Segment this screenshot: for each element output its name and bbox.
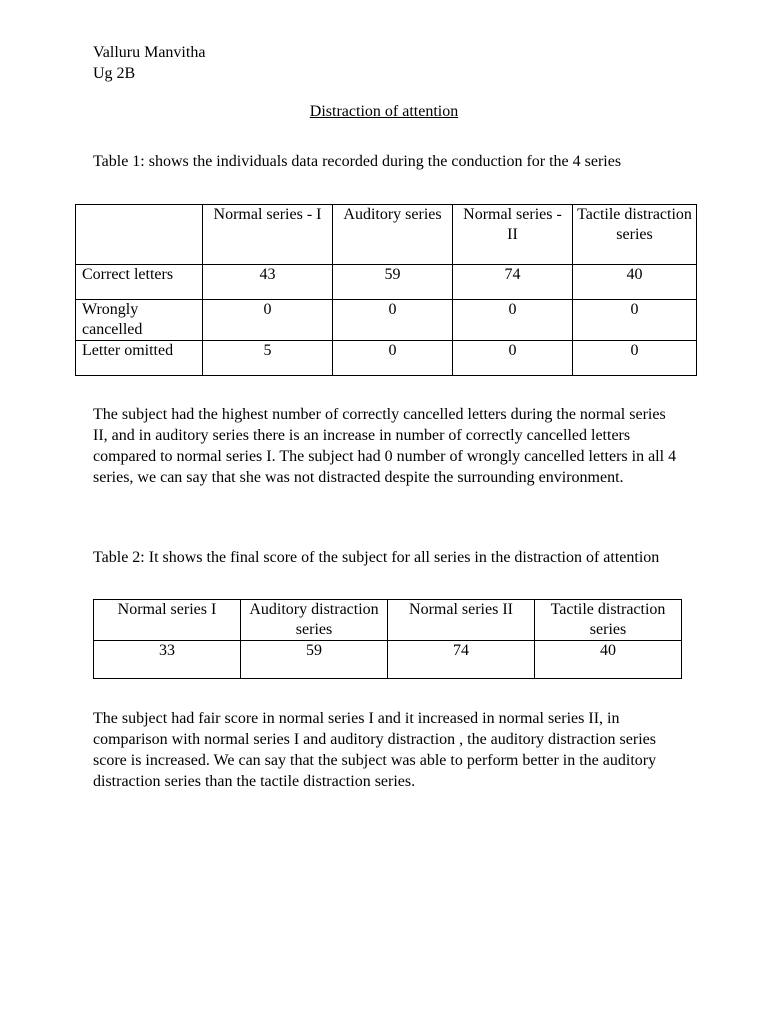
author-block — [93, 42, 205, 84]
table2-header-cell: Tactile distraction series — [535, 600, 682, 641]
table2-header-cell: Normal series II — [388, 600, 535, 641]
table-cell: 0 — [453, 341, 573, 376]
table-cell: 43 — [203, 265, 333, 300]
author-name: Valluru Manvitha — [93, 44, 206, 61]
table1-header-cell: Normal series - II — [453, 205, 573, 265]
table1-header-cell — [76, 205, 203, 265]
paragraph-1: The subject had the highest number of correctly cancelled letters during the normal series II, and in auditory series there is an increase in number of correctly cancelled letters compared to normal series I. The subject had 0 number of wrongly cancelled letters in all 4 series, we can say that she was not distracted despite the surrounding environment. — [93, 406, 677, 486]
table-cell: 0 — [453, 300, 573, 341]
paragraph-2: The subject had fair score in normal series I and it increased in normal series II, in comparison with normal series I and auditory distraction , the auditory distraction series score is increased. We can say that the subject was able to perform better in the auditory distraction series than the tactile distraction series. — [93, 710, 657, 790]
row-label: Letter omitted — [76, 341, 203, 376]
table1-header-cell: Auditory series — [333, 205, 453, 265]
table-cell: 0 — [573, 300, 697, 341]
table-cell: 0 — [333, 341, 453, 376]
document-title: Distraction of attention — [309, 103, 459, 120]
table2 — [93, 599, 682, 679]
table2-header-cell: Normal series I — [94, 600, 241, 641]
author-class: Ug 2B — [93, 65, 136, 82]
row-label: Wrongly cancelled — [76, 300, 203, 341]
table-cell: 5 — [203, 341, 333, 376]
table-cell: 40 — [573, 265, 697, 300]
table-cell: 74 — [453, 265, 573, 300]
table-cell: 40 — [535, 641, 682, 679]
table-row — [76, 341, 697, 376]
table-cell: 33 — [94, 641, 241, 679]
table-cell: 59 — [241, 641, 388, 679]
table1-header-row — [76, 205, 697, 265]
table1 — [75, 204, 697, 376]
table1-caption: Table 1: shows the individuals data recorded during the conduction for the 4 series — [93, 153, 622, 170]
table-row — [76, 300, 697, 341]
table2-header-cell: Auditory distraction series — [241, 600, 388, 641]
table1-header-cell: Tactile distraction series — [573, 205, 697, 265]
table2-header-row — [94, 600, 682, 641]
row-label: Correct letters — [76, 265, 203, 300]
table-cell: 0 — [203, 300, 333, 341]
table-cell: 59 — [333, 265, 453, 300]
table2-caption: Table 2: It shows the final score of the subject for all series in the distraction of attention — [93, 549, 660, 566]
table-cell: 0 — [573, 341, 697, 376]
table-row — [76, 265, 697, 300]
table1-header-cell: Normal series - I — [203, 205, 333, 265]
table-cell: 74 — [388, 641, 535, 679]
table-row — [94, 641, 682, 679]
table-cell: 0 — [333, 300, 453, 341]
